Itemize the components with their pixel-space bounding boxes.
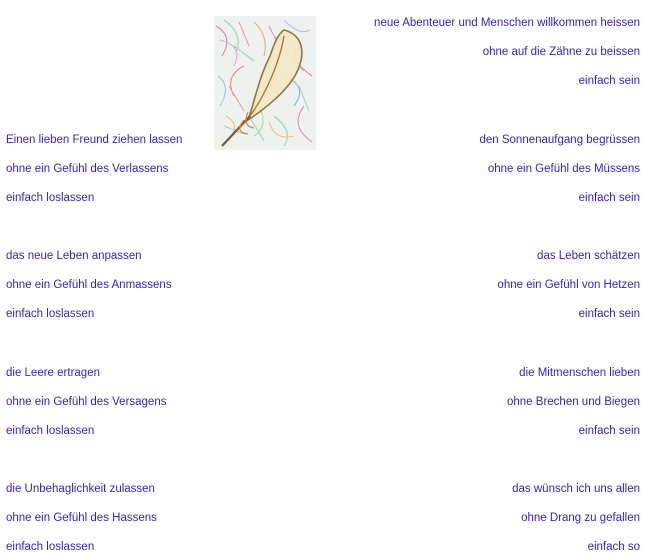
poem-line-left: einfach loslassen xyxy=(6,308,95,320)
poem-line-left: ohne ein Gefühl des Verlassens xyxy=(6,163,169,175)
poem-line-right: das Leben schätzen xyxy=(537,250,640,262)
poem-line-right: ohne ein Gefühl des Müssens xyxy=(487,163,640,175)
poem-line-right: einfach sein xyxy=(578,192,640,204)
poem-line-right: einfach sein xyxy=(578,75,640,87)
poem-line-left: die Unbehaglichkeit zulassen xyxy=(6,483,155,495)
feather-painting-image xyxy=(214,16,316,150)
poem-line-left: ohne ein Gefühl des Hassens xyxy=(6,512,157,524)
poem-line-right: neue Abenteuer und Menschen willkommen heissen xyxy=(374,17,640,29)
poem-line-right: den Sonnenaufgang begrüssen xyxy=(479,134,640,146)
poem-line-left: einfach loslassen xyxy=(6,425,95,437)
poem-line-left: ohne ein Gefühl des Versagens xyxy=(6,396,167,408)
poem-line-right: einfach sein xyxy=(578,308,640,320)
poem-line-left: das neue Leben anpassen xyxy=(6,250,142,262)
poem-line-left: Einen lieben Freund ziehen lassen xyxy=(6,134,183,146)
poem-line-left: ohne ein Gefühl des Anmassens xyxy=(6,279,172,291)
poem-line-right: ohne auf die Zähne zu beissen xyxy=(482,46,640,58)
poem-line-right: ohne ein Gefühl von Hetzen xyxy=(497,279,640,291)
feather-icon xyxy=(214,16,316,150)
poem-line-right: einfach sein xyxy=(578,425,640,437)
poem-line-left: die Leere ertragen xyxy=(6,367,100,379)
poem-line-right: einfach so xyxy=(587,541,640,553)
poem-line-left: einfach loslassen xyxy=(6,192,95,204)
poem-line-right: das wünsch ich uns allen xyxy=(512,483,640,495)
poem-line-right: ohne Brechen und Biegen xyxy=(507,396,640,408)
poem-line-left: einfach loslassen xyxy=(6,541,95,553)
poem-line-right: ohne Drang zu gefallen xyxy=(521,512,640,524)
poem-line-right: die Mitmenschen lieben xyxy=(519,367,640,379)
